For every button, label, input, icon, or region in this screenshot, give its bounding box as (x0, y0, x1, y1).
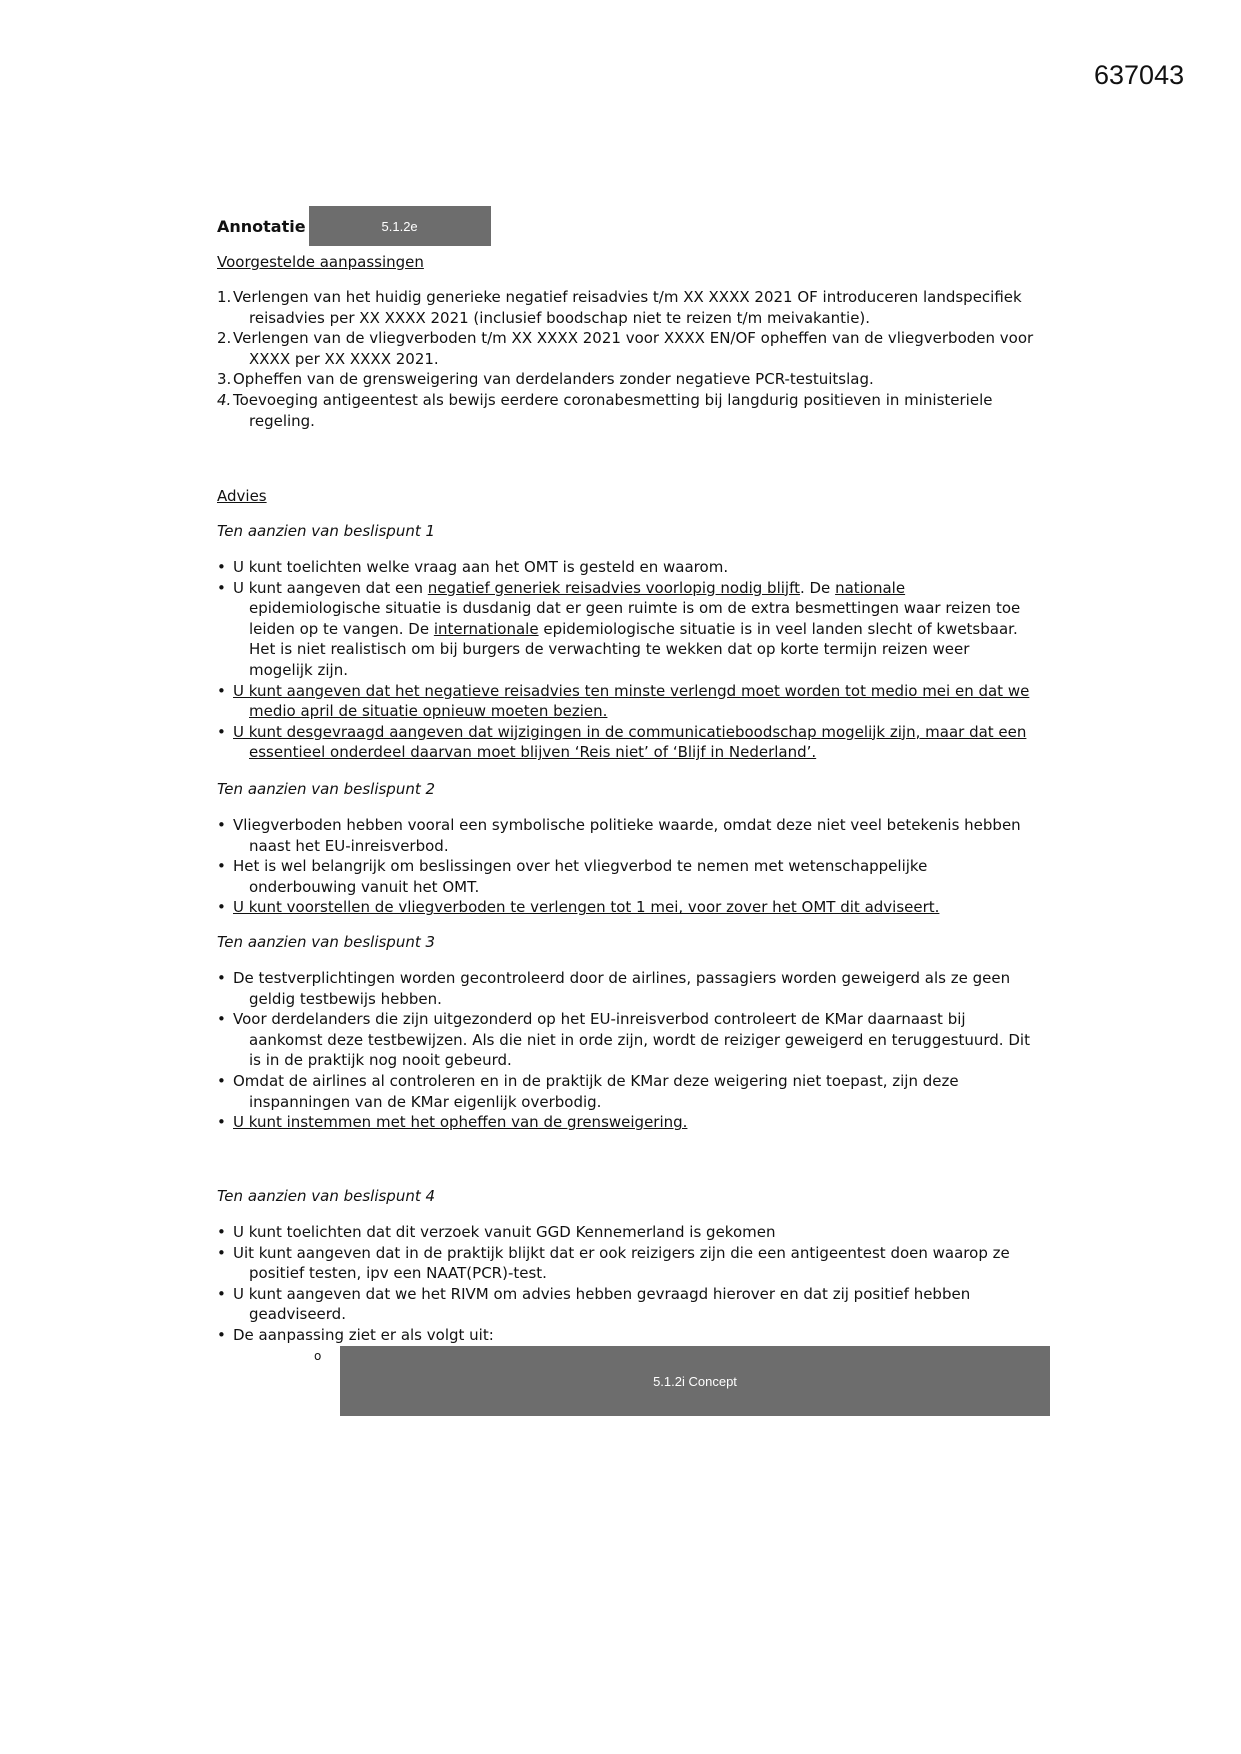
redaction-block: 5.1.2e (309, 206, 491, 246)
list-item: • U kunt aangeven dat een negatief generiek reisadvies voorlopig nodig blijft. De nationale epidemiologische situatie is dusdanig dat er geen ruimte is om de extra besmettingen waar reizen toe leiden op te vangen. De internationale epidemiologische situatie is in veel landen slecht of kwetsbaar. Het is niet realistisch om bij burgers de verwachting te wekken dat op korte termijn reizen weer mogelijk zijn. (217, 578, 1021, 679)
subsection-title-beslispunt-2: Ten aanzien van beslispunt 2 (217, 780, 436, 798)
list-item: • U kunt desgevraagd aangeven dat wijzigingen in de communicatieboodschap mogelijk zijn, maar dat een essentieel onderdeel daarvan moet blijven ‘Reis niet’ of ‘Blijf in Nederland’. (217, 722, 1027, 762)
list-item: • De aanpassing ziet er als volgt uit: (217, 1325, 494, 1344)
list-item: • U kunt instemmen met het opheffen van de grensweigering. (217, 1113, 688, 1132)
list-item: • Het is wel belangrijk om beslissingen over het vliegverbod te nemen met wetenschappelijke onderbouwing vanuit het OMT. (217, 857, 928, 896)
beslispunt-2-list (217, 815, 1037, 918)
list-item: • U kunt aangeven dat we het RIVM om advies hebben gevraagd hierover en dat zij positief hebben geadviseerd. (217, 1284, 971, 1324)
list-item: • U kunt voorstellen de vliegverboden te verlengen tot 1 mei, voor zover het OMT dit adviseert. (217, 898, 940, 917)
list-item: • De testverplichtingen worden gecontroleerd door de airlines, passagiers worden geweigerd als ze geen geldig testbewijs hebben. (217, 969, 1011, 1008)
list-item: 1. Verlengen van het huidig generieke negatief reisadvies t/m XX XXXX 2021 OF introduceren landspecifiek reisadvies per XX XXXX 2021 (inclusief boodschap niet te reizen t/m meivakantie). (217, 288, 1022, 327)
sub-bullet-marker: o (314, 1349, 322, 1363)
beslispunt-1-list (217, 557, 1037, 763)
annotation-heading (217, 206, 491, 246)
list-item: • Omdat de airlines al controleren en in de praktijk de KMar deze weigering niet toepast, zijn deze inspanningen van de KMar eigenlijk overbodig. (217, 1071, 959, 1111)
subsection-title-beslispunt-1: Ten aanzien van beslispunt 1 (217, 522, 436, 540)
list-item: 3. Opheffen van de grensweigering van derdelanders zonder negatieve PCR-testuitslag. (217, 370, 874, 389)
list-item: • U kunt aangeven dat het negatieve reisadvies ten minste verlengd moet worden tot medio mei en dat we medio april de situatie opnieuw moeten bezien. (217, 681, 1030, 721)
redaction-block: 5.1.2i Concept (340, 1346, 1050, 1416)
list-item: • Voor derdelanders die zijn uitgezonderd op het EU-inreisverbod controleert de KMar daarnaast bij aankomst deze testbewijzen. Als die niet in orde zijn, wordt de reiziger geweigerd en teruggestuurd. Dit is in de praktijk nog nooit gebeurd. (217, 1010, 1030, 1070)
section-title-advies: Advies (217, 487, 267, 505)
beslispunt-4-list (217, 1222, 1037, 1346)
proposals-list (217, 287, 1037, 431)
document-number: 637043 (1094, 60, 1185, 90)
beslispunt-3-list (217, 968, 1037, 1133)
subsection-title-beslispunt-4: Ten aanzien van beslispunt 4 (217, 1187, 436, 1205)
list-item: • U kunt toelichten dat dit verzoek vanuit GGD Kennemerland is gekomen (217, 1223, 776, 1241)
section-title-voorgestelde: Voorgestelde aanpassingen (217, 253, 424, 271)
list-item: 2. Verlengen van de vliegverboden t/m XX XXXX 2021 voor XXXX EN/OF opheffen van de vliegverboden voor XXXX per XX XXXX 2021. (217, 329, 1034, 368)
list-item: 4. Toevoeging antigeentest als bewijs eerdere coronabesmetting bij langdurig positieven in ministeriele regeling. (217, 390, 993, 430)
list-item: • Uit kunt aangeven dat in de praktijk blijkt dat er ook reizigers zijn die een antigeentest doen waarop ze positief testen, ipv een NAAT(PCR)-test. (217, 1243, 1010, 1283)
list-item: • U kunt toelichten welke vraag aan het OMT is gesteld en waarom. (217, 558, 729, 576)
annotation-title: Annotatie (217, 216, 306, 236)
subsection-title-beslispunt-3: Ten aanzien van beslispunt 3 (217, 933, 436, 951)
list-item: • Vliegverboden hebben vooral een symbolische politieke waarde, omdat deze niet veel betekenis hebben naast het EU-inreisverbod. (217, 816, 1021, 855)
